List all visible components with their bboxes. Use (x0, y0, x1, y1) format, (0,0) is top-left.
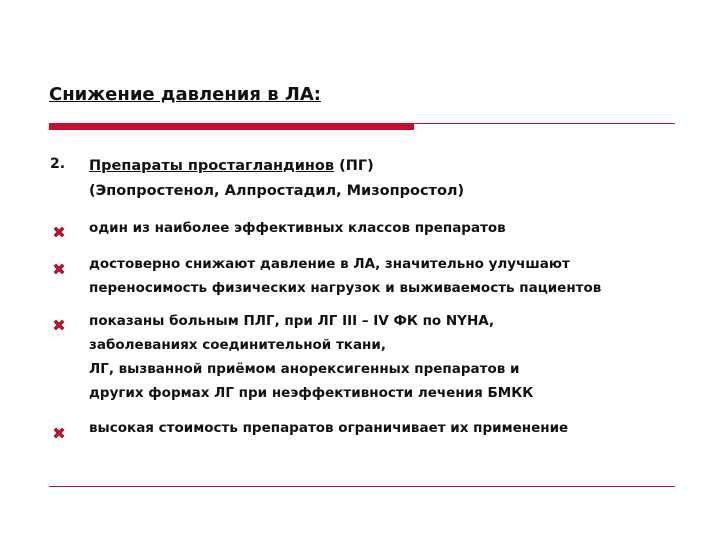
bullet-item-3-line-4: других формах ЛГ при неэффективности лечения БМКК (89, 385, 534, 401)
diamond-bullet-icon (52, 262, 66, 276)
bottom-divider-line (49, 486, 675, 487)
bullet-item-4-line-1: высокая стоимость препаратов ограничивает их применение (89, 420, 569, 436)
section-heading-suffix: (ПГ) (334, 158, 374, 174)
section-heading-main: Препараты простагландинов (89, 158, 335, 174)
diamond-bullet-icon (52, 426, 66, 440)
diamond-bullet-icon (52, 318, 66, 332)
bullet-item-2 (89, 252, 689, 300)
slide-title: Снижение давления в ЛА: (49, 84, 321, 105)
bullet-item-3-line-3: ЛГ, вызванной приёмом анорексигенных препаратов и (89, 361, 520, 377)
bullet-item-4 (89, 416, 689, 440)
bullet-item-3-line-1: показаны больным ПЛГ, при ЛГ III – IV ФК по NYHA, (89, 313, 495, 329)
bullet-item-3-line-2: заболеваниях соединительной ткани, (89, 337, 386, 353)
bullet-item-2-line-2: переносимость физических нагрузок и выживаемость пациентов (89, 280, 602, 296)
bullet-item-1-line-1: один из наиболее эффективных классов препаратов (89, 220, 506, 236)
bullet-item-3 (89, 309, 689, 405)
section-subheading: (Эпопростенол, Алпростадил, Мизопростол) (89, 183, 465, 199)
bullet-item-1 (89, 216, 689, 240)
diamond-bullet-icon (52, 225, 66, 239)
top-divider-accent-bar (49, 123, 414, 130)
section-heading (89, 154, 679, 204)
bullet-item-2-line-1: достоверно снижают давление в ЛА, значительно улучшают (89, 256, 570, 272)
section-number: 2. (50, 156, 66, 172)
